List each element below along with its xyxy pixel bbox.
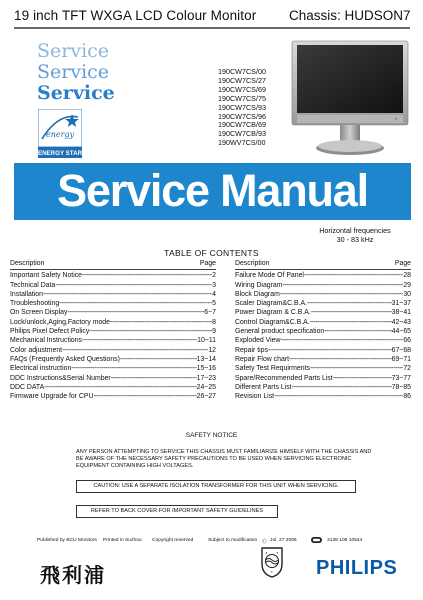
toc-entry-title: FAQs (Frequently Asked Questions): [10, 355, 120, 363]
toc-leader-dots: [82, 271, 212, 280]
toc-left-description-head: Description: [10, 260, 45, 267]
toc-entry-page: 26~27: [196, 393, 216, 401]
toc-entry: [10, 327, 216, 336]
toc-entry-title: Repair tips: [235, 346, 268, 354]
toc-entry: [10, 392, 216, 401]
toc-entry-page: 9: [212, 328, 216, 336]
toc-entry-title: Exploded View: [235, 337, 281, 345]
toc-entry: [235, 374, 411, 383]
toc-entry-title: Firmware Upgrade for CPU: [10, 393, 94, 401]
toc-leader-dots: [311, 308, 392, 317]
toc-entry-title: Wiring Diagram: [235, 281, 283, 289]
philips-shield-icon: [260, 546, 284, 578]
toc-entry-title: DDC DATA: [10, 383, 45, 391]
toc-leader-dots: [310, 318, 392, 327]
philips-chinese-logo: 飛利浦: [40, 563, 106, 587]
toc-entry-page: 66: [403, 337, 411, 345]
toc-entry-title: Important Safety Notice: [10, 272, 83, 280]
footer-published: Published by BCU Monitors: [37, 538, 97, 543]
toc-entry: [235, 336, 411, 345]
toc-entry-title: Repair Flow chart: [235, 355, 289, 363]
footer-doc-number: 3138 106 10544: [327, 538, 363, 543]
toc-leader-dots: [282, 281, 403, 290]
toc-entry-page: 24~25: [196, 383, 216, 391]
toc-entry-title: Revision List: [235, 393, 275, 401]
toc-leader-dots: [71, 364, 196, 373]
toc-entry-title: Technical Data: [10, 281, 56, 289]
toc-entry-page: 6~7: [204, 309, 216, 317]
toc-entry-page: 42~43: [391, 318, 411, 326]
toc-leader-dots: [324, 327, 391, 336]
frequency-info: [300, 226, 410, 244]
toc-leader-dots: [304, 271, 403, 280]
toc-entry-title: Installation: [10, 290, 43, 298]
toc-entry-page: 2: [212, 272, 216, 280]
toc-left-page-head: Page: [199, 260, 216, 267]
toc-leader-dots: [268, 346, 392, 355]
toc-leader-dots: [67, 308, 204, 317]
toc-entry: [10, 299, 216, 308]
toc-leader-dots: [120, 355, 197, 364]
toc-entry-page: 28: [403, 272, 411, 280]
toc-entry: [235, 383, 411, 392]
toc-entry-title: Electrical instruction: [10, 365, 72, 373]
toc-leader-dots: [280, 290, 404, 299]
toc-entry-title: On Screen Display: [10, 309, 68, 317]
toc-entry-page: 12: [208, 346, 216, 354]
footer-printed: Printed in Suzhou: [103, 538, 142, 543]
toc-entry: [235, 290, 411, 299]
model-number: 190CW7CS/27: [218, 75, 266, 85]
toc-entry-title: Failure Mode Of Panel: [235, 272, 304, 280]
toc-leader-dots: [289, 355, 392, 364]
toc-entry-title: Color adjustment: [10, 346, 63, 354]
toc-leader-dots: [110, 318, 212, 327]
footer-copyright-symbol: Ⓒ: [262, 540, 267, 545]
toc-entry-title: General product specification: [235, 328, 325, 336]
toc-right-rows: [235, 271, 411, 401]
toc-entry-page: 29: [403, 281, 411, 289]
toc-entry-title: Lock/unlock,Aging,Factory mode: [10, 318, 110, 326]
toc-leader-dots: [274, 392, 403, 401]
toc-leader-dots: [59, 299, 212, 308]
toc-entry-page: 44~65: [391, 328, 411, 336]
toc-entry: [235, 327, 411, 336]
footer-copyright: Copyright reserved: [152, 538, 194, 543]
manual-subtitle: 19 inch TFT WXGA LCD Colour Monitor: [14, 8, 257, 23]
safety-notice-body: ANY PERSON ATTEMPTING TO SERVICE THIS CHASSIS MUST FAMILIARIZE HIMSELF WITH THE CHASSIS AND BE AWARE OF THE NECESSARY SAFETY PRECAUTIONS TO BE USED WHEN SERVICING ELECTRONIC EQUIPMENT CONTAINING HIGH VOLTAGES.: [76, 449, 372, 469]
toc-leader-dots: [89, 327, 212, 336]
toc-entry-page: 10~11: [197, 337, 216, 345]
toc-entry: [235, 281, 411, 290]
toc-entry-title: Safety Test Requirments: [235, 365, 310, 373]
toc-entry-page: 8: [212, 318, 216, 326]
model-number: 190CW7CS/00: [218, 67, 266, 76]
toc-entry: [235, 346, 411, 355]
model-list: [218, 68, 266, 148]
model-number: 190CW7CS/69: [218, 84, 266, 94]
toc-entry: [10, 374, 216, 383]
frequency-label: Horizontal frequencies: [319, 226, 391, 235]
footer-date: Jul. 27 2006: [270, 538, 297, 543]
header-divider: [14, 27, 410, 29]
toc-entry: [235, 271, 411, 280]
toc-entry-page: 67~68: [391, 346, 411, 354]
refer-back-cover-box: REFER TO BACK COVER FOR IMPORTANT SAFETY GUIDELINES: [76, 505, 278, 518]
toc-entry: [235, 318, 411, 327]
toc-entry: [10, 318, 216, 327]
toc-entry: [235, 355, 411, 364]
svg-text:✦: ✦: [276, 551, 279, 555]
toc-entry-page: 73~77: [391, 374, 411, 382]
toc-right-header: [235, 259, 411, 270]
toc-entry: [10, 290, 216, 299]
toc-leader-dots: [43, 290, 212, 299]
toc-entry-page: 38~41: [391, 309, 411, 317]
toc-entry-title: Different Parts List: [235, 383, 292, 391]
toc-entry: [10, 355, 216, 364]
toc-leader-dots: [292, 383, 392, 392]
toc-entry-page: 15~16: [196, 365, 216, 373]
toc-leader-dots: [82, 336, 197, 345]
toc-entry-page: 69~71: [391, 355, 411, 363]
energy-star-label: ENERGY STAR: [38, 150, 82, 157]
toc-entry: [10, 346, 216, 355]
toc-entry-page: 3: [212, 281, 216, 289]
toc-entry-page: 72: [403, 365, 411, 373]
toc-leader-dots: [280, 336, 403, 345]
toc-leader-dots: [307, 299, 392, 308]
service-word-1: Service: [37, 40, 110, 62]
toc-entry-title: Power Diagram & C.B.A.: [235, 309, 311, 317]
toc-entry: [10, 336, 216, 345]
philips-logo: PHILIPS: [316, 557, 398, 579]
toc-entry-page: 31~37: [391, 300, 411, 308]
model-number: 190CW7CS/75: [218, 93, 266, 103]
service-word-3: Service: [37, 82, 115, 104]
toc-leader-dots: [62, 346, 208, 355]
toc-entry: [10, 383, 216, 392]
model-number: 190WV7CS/00: [218, 138, 266, 148]
toc-entry: [10, 308, 216, 317]
toc-title: TABLE OF CONTENTS: [164, 248, 259, 258]
toc-entry-title: Philips Pixel Defect Policy: [10, 328, 90, 336]
toc-left-column: [10, 259, 216, 401]
toc-leader-dots: [333, 374, 392, 383]
toc-entry-page: 13~14: [196, 355, 216, 363]
toc-entry-page: 5: [212, 300, 216, 308]
toc-entry: [10, 281, 216, 290]
toc-entry: [10, 364, 216, 373]
toc-leader-dots: [93, 392, 196, 401]
toc-entry: [235, 299, 411, 308]
safety-notice-title: SAFETY NOTICE: [185, 432, 238, 439]
frequency-value: 30 - 83 kHz: [336, 235, 374, 244]
toc-right-page-head: Page: [394, 260, 411, 267]
model-number: 190CW7CB/93: [218, 129, 266, 139]
toc-leader-dots: [44, 383, 196, 392]
toc-entry-title: Block Diagram: [235, 290, 280, 298]
caution-box: CAUTION: USE A SEPARATE ISOLATION TRANSFORMER FOR THIS UNIT WHEN SERVICING.: [76, 480, 356, 493]
model-number: 190CW7CS/96: [218, 111, 266, 121]
toc-entry-page: 86: [403, 393, 411, 401]
toc-entry: [235, 392, 411, 401]
svg-text:✦: ✦: [270, 570, 274, 574]
toc-entry: [10, 271, 216, 280]
model-number: 190CW7CS/93: [218, 102, 266, 112]
chassis-label: Chassis: HUDSON7: [289, 8, 411, 23]
energy-star-logo: [38, 109, 82, 158]
toc-entry: [235, 364, 411, 373]
energy-script-text: energy: [46, 130, 75, 139]
toc-entry-page: 4: [212, 290, 216, 298]
toc-entry-title: Mechanical Instructions: [10, 337, 83, 345]
service-word-2: Service: [37, 61, 110, 83]
toc-entry-title: Spare/Recommended Parts List: [235, 374, 333, 382]
monitor-illustration: [291, 40, 409, 157]
document-badge-icon: [311, 537, 322, 543]
toc-entry-title: Troubleshooting: [10, 300, 60, 308]
toc-leader-dots: [310, 364, 403, 373]
toc-entry-title: Scaler Diagram&C.B.A.: [235, 300, 307, 308]
toc-entry-page: 78~85: [391, 383, 411, 391]
toc-entry-title: Control Diagram&C.B.A.: [235, 318, 310, 326]
toc-right-column: [235, 259, 411, 401]
model-number: 190CW7CB/69: [218, 120, 266, 130]
toc-entry-title: DDC Instructions&Serial Number: [10, 374, 111, 382]
toc-entry-page: 17~23: [196, 374, 216, 382]
footer-subject: Subject to modification: [208, 538, 258, 543]
toc-left-header: [10, 259, 216, 270]
toc-right-description-head: Description: [235, 260, 270, 267]
service-manual-banner: Service Manual: [57, 165, 368, 216]
toc-entry: [235, 308, 411, 317]
toc-left-rows: [10, 271, 216, 401]
toc-leader-dots: [111, 374, 197, 383]
toc-leader-dots: [55, 281, 212, 290]
svg-text:✦: ✦: [265, 551, 268, 555]
toc-entry-page: 30: [403, 290, 411, 298]
